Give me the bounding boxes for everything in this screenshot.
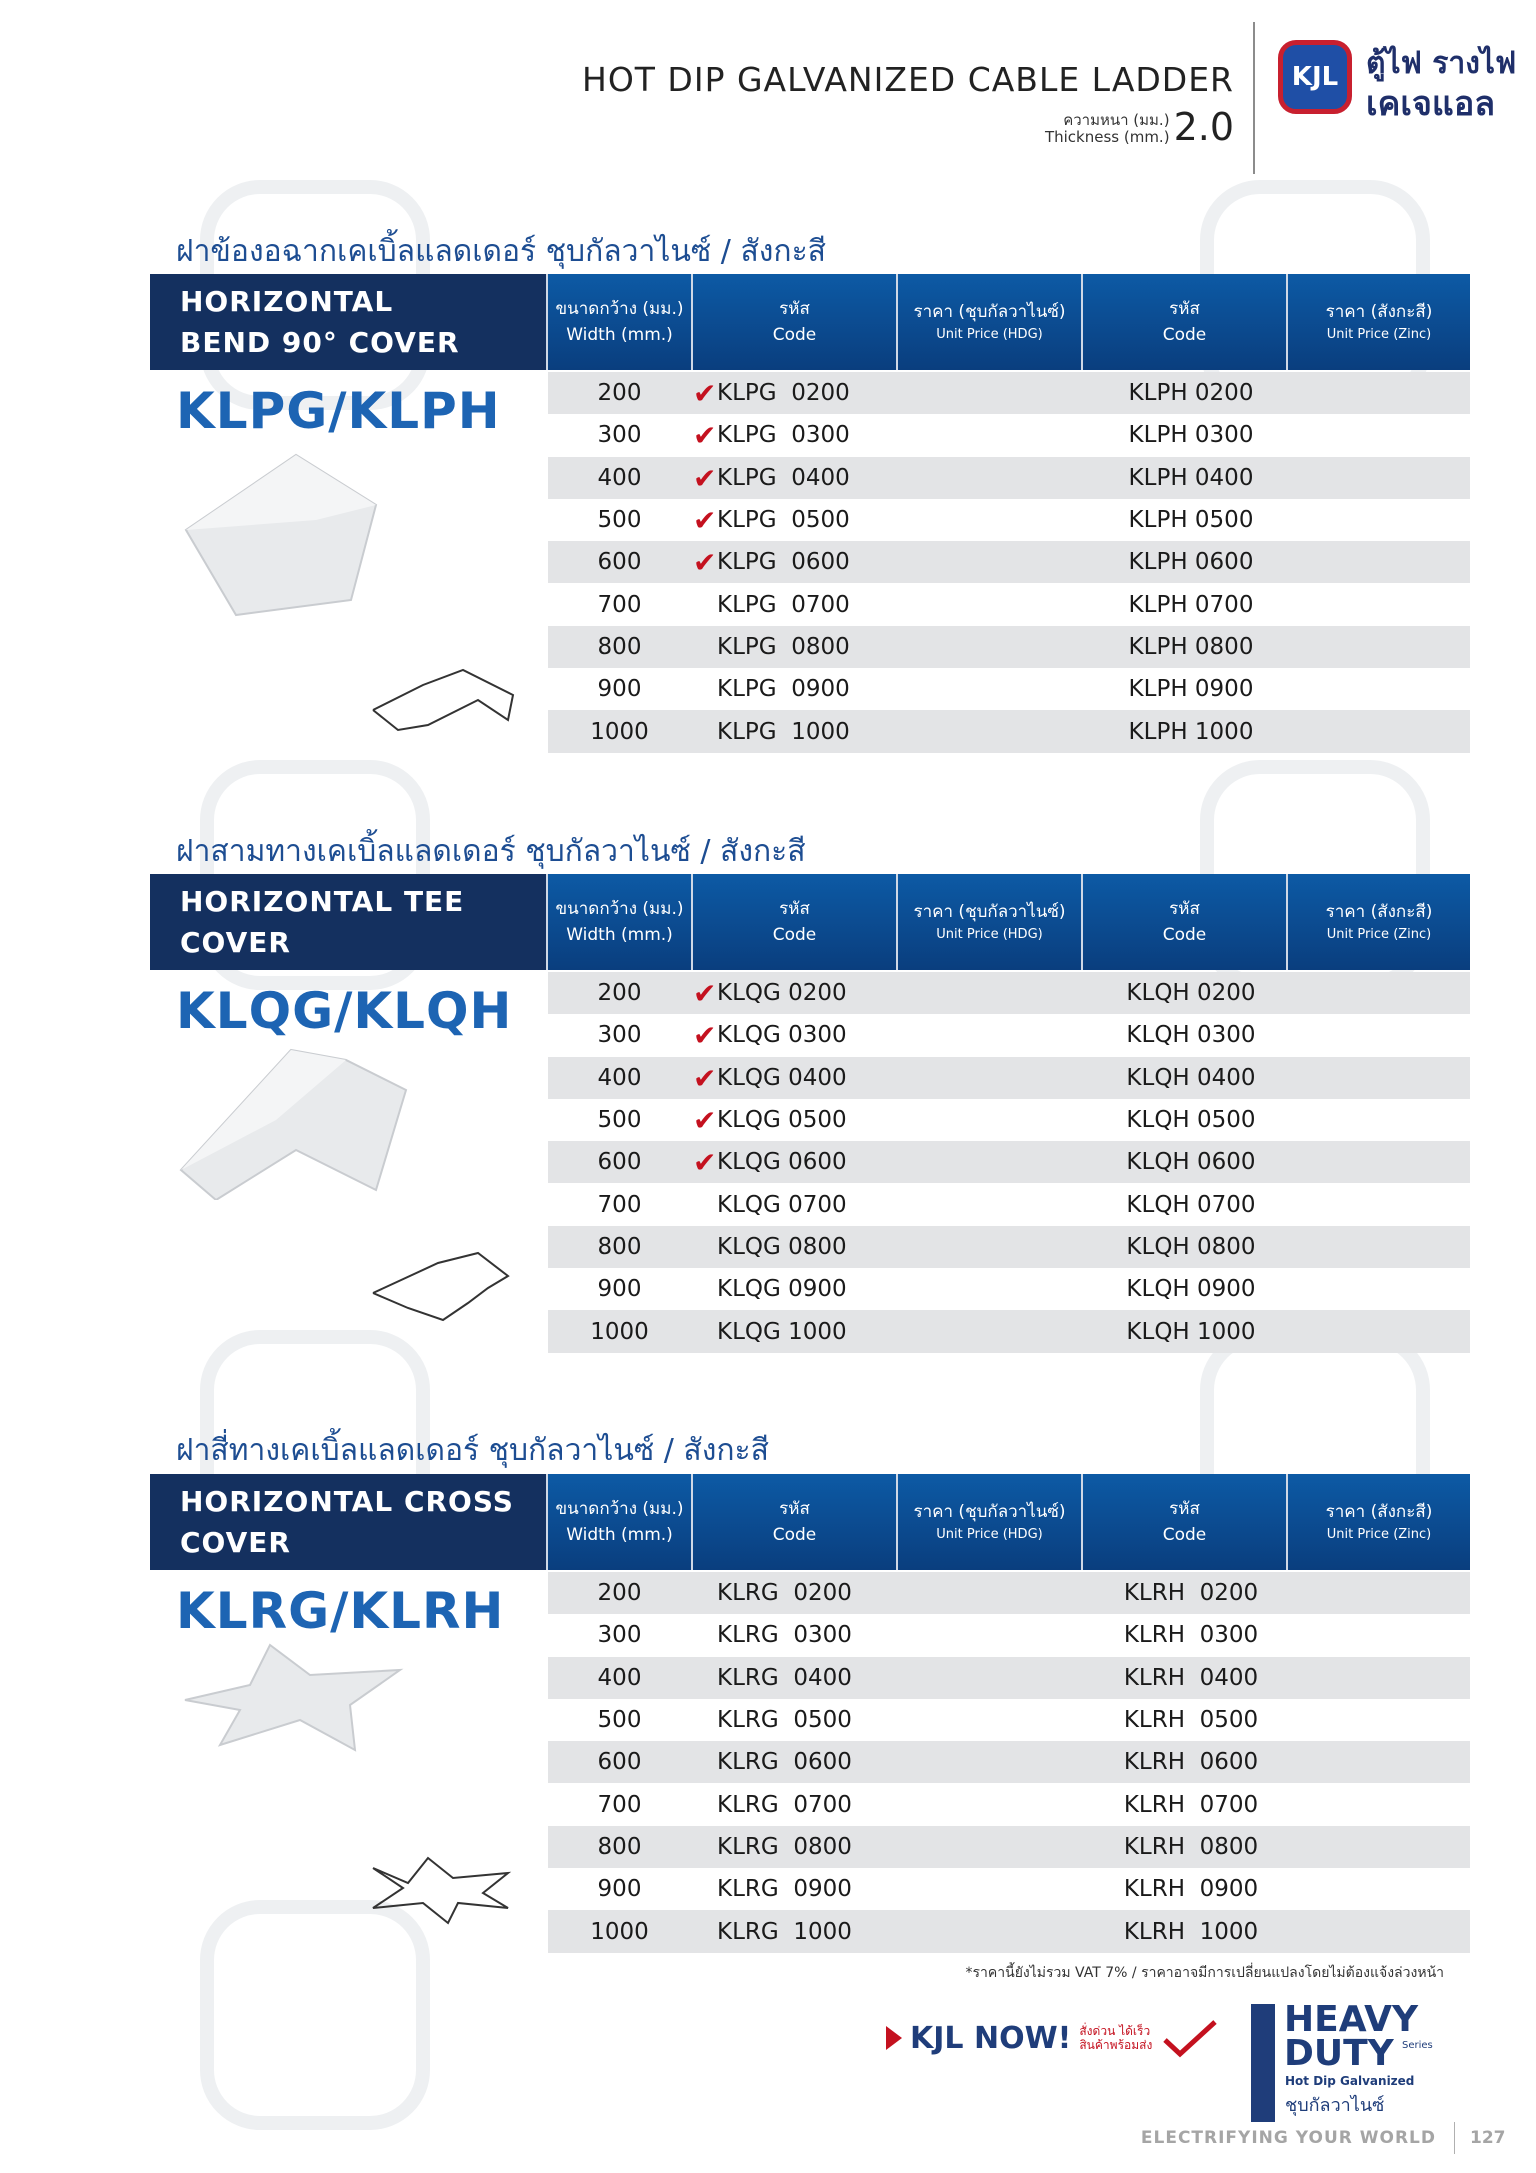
col-width-th: ขนาดกว้าง (มม.) (555, 299, 684, 319)
width-cell: 200 (597, 1580, 642, 1607)
heavy-duty-series: Series (1402, 2040, 1433, 2051)
kjl-now-text: KJL NOW! (910, 2020, 1072, 2056)
logo-badge-text: KJL (1291, 62, 1339, 92)
col-width (548, 274, 693, 370)
table-row (548, 1226, 1470, 1268)
code-hdg-text: KLRG 0500 (717, 1707, 852, 1734)
code-hdg-text: KLQG 0500 (717, 1107, 847, 1134)
heavy-duty-line1: HEAVY (1284, 1999, 1419, 2040)
code-hdg-cell (691, 1707, 896, 1733)
width-cell: 900 (597, 676, 642, 703)
code-hdg-cell (691, 461, 896, 495)
checkmark-icon: ✔ (693, 419, 717, 453)
code-hdg-text: KLQG 0900 (717, 1276, 847, 1303)
tee-cover-drawing (368, 1248, 528, 1328)
col-price-zinc-en: Unit Price (Zinc) (1326, 927, 1432, 942)
col-price-zinc (1288, 1474, 1470, 1570)
width-cell: 500 (597, 507, 642, 534)
code-zinc-cell: KLQH 0700 (1126, 1191, 1256, 1218)
width-cell: 200 (597, 980, 642, 1007)
col-price-hdg-th: ราคา (ชุบกัลวาไนซ์) (913, 1502, 1066, 1522)
logo-text-line1: ตู้ไฟ รางไฟ (1366, 46, 1517, 81)
table-row (548, 414, 1470, 456)
table-row (548, 1741, 1470, 1783)
checkmark-icon: ✔ (693, 1019, 717, 1053)
code-zinc-cell: KLQH 0400 (1126, 1064, 1256, 1091)
code-zinc-cell: KLRH 0500 (1123, 1707, 1259, 1734)
code-zinc-cell: KLQH 0900 (1126, 1276, 1256, 1303)
code-hdg-cell (691, 1019, 896, 1053)
code-hdg-cell (691, 1319, 896, 1345)
code-hdg-text: KLPG 0800 (717, 633, 850, 660)
code-hdg-cell (691, 1792, 896, 1818)
checkmark-icon: ✔ (693, 377, 717, 411)
code-hdg-text: KLPG 0900 (717, 676, 850, 703)
section-title: ฝาสี่ทางเคเบิ้ลแลดเดอร์ ชุบกัลวาไนซ์ / สังกะสี (176, 1433, 769, 1468)
width-cell: 1000 (590, 1918, 649, 1945)
table-header (150, 1474, 1470, 1570)
code-hdg-cell (691, 634, 896, 660)
section-title: ฝาข้องอฉากเคเบิ้ลแลดเดอร์ ชุบกัลวาไนซ์ / สังกะสี (176, 234, 826, 269)
thickness-indicator (1044, 105, 1234, 149)
col-price-hdg (898, 1474, 1083, 1570)
width-cell: 300 (597, 1022, 642, 1049)
table-row (548, 1826, 1470, 1868)
code-hdg-cell (691, 977, 896, 1011)
checkmark-icon: ✔ (693, 1061, 717, 1095)
width-cell: 600 (597, 1749, 642, 1776)
col-code-en: Code (1162, 1525, 1207, 1545)
code-zinc-cell: KLPH 0800 (1128, 633, 1254, 660)
tee-cover-photo (176, 1040, 416, 1200)
model-code: KLQG/KLQH (176, 982, 513, 1040)
table-row (548, 1141, 1470, 1183)
kjl-logo-icon (1278, 40, 1352, 114)
product-name-line1: HORIZONTAL TEE (180, 885, 465, 918)
col-code-hdg (693, 1474, 898, 1570)
code-zinc-cell: KLRH 0800 (1123, 1833, 1259, 1860)
checkmark-icon: ✔ (693, 1104, 717, 1138)
code-hdg-cell (691, 1622, 896, 1648)
col-code-hdg (693, 874, 898, 970)
code-hdg-text: KLQG 0200 (717, 980, 847, 1007)
table-row (548, 372, 1470, 414)
code-hdg-text: KLRG 0400 (717, 1664, 852, 1691)
col-price-hdg-en: Unit Price (HDG) (936, 327, 1043, 342)
cross-cover-drawing (368, 1848, 528, 1928)
col-width (548, 874, 693, 970)
table-row (548, 583, 1470, 625)
code-hdg-cell (691, 1104, 896, 1138)
code-hdg-cell (691, 1580, 896, 1606)
checkmark-icon (1160, 2018, 1220, 2058)
code-zinc-cell: KLQH 0600 (1126, 1149, 1256, 1176)
thickness-value: 2.0 (1173, 105, 1234, 149)
code-hdg-text: KLQG 0400 (717, 1064, 847, 1091)
width-cell: 900 (597, 1276, 642, 1303)
bend-cover-drawing (368, 660, 528, 740)
col-code-zinc (1083, 874, 1288, 970)
width-cell: 200 (597, 380, 642, 407)
table-row (548, 1014, 1470, 1056)
table-row (548, 1910, 1470, 1952)
header-divider (1253, 22, 1255, 174)
table-row (548, 1183, 1470, 1225)
col-code-th: รหัส (779, 899, 810, 919)
col-price-hdg (898, 274, 1083, 370)
code-hdg-cell (691, 592, 896, 618)
model-code: KLPG/KLPH (176, 382, 501, 440)
col-code-en: Code (1162, 925, 1207, 945)
col-price-zinc (1288, 274, 1470, 370)
code-hdg-text: KLRG 0300 (717, 1622, 852, 1649)
code-hdg-text: KLQG 0300 (717, 1022, 847, 1049)
code-zinc-cell: KLRH 0400 (1123, 1664, 1259, 1691)
code-zinc-cell: KLPH 0700 (1128, 591, 1254, 618)
col-price-zinc (1288, 874, 1470, 970)
col-price-hdg-th: ราคา (ชุบกัลวาไนซ์) (913, 902, 1066, 922)
code-hdg-text: KLRG 0200 (717, 1580, 852, 1607)
kjl-now-tag1: สั่งด่วน ได้เร็ว (1079, 2024, 1151, 2038)
code-hdg-text: KLPG 0400 (717, 464, 850, 491)
col-code-th: รหัส (1169, 1499, 1200, 1519)
col-code-en: Code (772, 925, 817, 945)
col-width-th: ขนาดกว้าง (มม.) (555, 899, 684, 919)
thickness-label-th: ความหนา (มม.) (1063, 111, 1170, 129)
col-width-en: Width (mm.) (566, 1525, 673, 1545)
col-price-zinc-en: Unit Price (Zinc) (1326, 327, 1432, 342)
table-row (548, 1868, 1470, 1910)
kjl-now-tagline (1079, 2024, 1152, 2052)
thickness-label-en: Thickness (mm.) (1044, 128, 1170, 146)
code-hdg-cell (691, 504, 896, 538)
col-width (548, 1474, 693, 1570)
code-hdg-cell (691, 676, 896, 702)
table-row (548, 541, 1470, 583)
width-cell: 700 (597, 1191, 642, 1218)
table-row (548, 1657, 1470, 1699)
code-hdg-cell (691, 419, 896, 453)
width-cell: 300 (597, 422, 642, 449)
col-code-en: Code (1162, 325, 1207, 345)
kjl-now-badge (886, 2018, 1220, 2058)
heavy-duty-line4: ชุบกัลวาไนซ์ (1285, 2095, 1385, 2116)
code-hdg-cell (691, 1192, 896, 1218)
code-zinc-cell: KLRH 0900 (1123, 1876, 1259, 1903)
code-hdg-text: KLRG 0900 (717, 1876, 852, 1903)
code-zinc-cell: KLRH 0700 (1123, 1791, 1259, 1818)
kjl-now-tag2: สินค้าพร้อมส่ง (1079, 2038, 1153, 2052)
code-hdg-text: KLQG 0800 (717, 1233, 847, 1260)
col-code-zinc (1083, 1474, 1288, 1570)
table-row (548, 1614, 1470, 1656)
table-header (150, 874, 1470, 970)
code-hdg-text: KLRG 1000 (717, 1918, 852, 1945)
width-cell: 600 (597, 1149, 642, 1176)
table-row (548, 626, 1470, 668)
code-hdg-cell (691, 1919, 896, 1945)
code-hdg-cell (691, 377, 896, 411)
code-hdg-text: KLPG 1000 (717, 718, 850, 745)
col-price-hdg-en: Unit Price (HDG) (936, 1527, 1043, 1542)
code-hdg-cell (691, 1146, 896, 1180)
width-cell: 400 (597, 464, 642, 491)
footer-divider (1454, 2122, 1455, 2154)
code-zinc-cell: KLQH 0200 (1126, 980, 1256, 1007)
table-row (548, 1268, 1470, 1310)
product-name-line1: HORIZONTAL (180, 285, 394, 318)
code-hdg-cell (691, 1234, 896, 1260)
heavy-duty-bar (1251, 2004, 1275, 2122)
col-price-hdg-en: Unit Price (HDG) (936, 927, 1043, 942)
table-body (548, 1572, 1470, 1953)
page-title: HOT DIP GALVANIZED CABLE LADDER (582, 60, 1234, 99)
product-name-line1: HORIZONTAL CROSS (180, 1485, 514, 1518)
product-name-line2: COVER (180, 926, 291, 959)
table-header (150, 274, 1470, 370)
code-hdg-text: KLRG 0700 (717, 1791, 852, 1818)
code-zinc-cell: KLQH 0800 (1126, 1233, 1256, 1260)
watermark-logo (200, 1900, 430, 2130)
table-row (548, 1310, 1470, 1352)
code-hdg-cell (691, 1876, 896, 1902)
code-zinc-cell: KLPH 0600 (1128, 549, 1254, 576)
table-body (548, 972, 1470, 1353)
product-name (150, 1474, 548, 1570)
table-body (548, 372, 1470, 753)
width-cell: 700 (597, 591, 642, 618)
code-hdg-text: KLRG 0600 (717, 1749, 852, 1776)
table-row (548, 1099, 1470, 1141)
code-hdg-cell (691, 719, 896, 745)
table-row (548, 457, 1470, 499)
col-width-en: Width (mm.) (566, 925, 673, 945)
width-cell: 300 (597, 1622, 642, 1649)
code-hdg-cell (691, 1665, 896, 1691)
cross-cover-photo (180, 1640, 410, 1760)
width-cell: 800 (597, 633, 642, 660)
code-zinc-cell: KLQH 0500 (1126, 1107, 1256, 1134)
code-zinc-cell: KLRH 1000 (1123, 1918, 1259, 1945)
checkmark-icon: ✔ (693, 461, 717, 495)
col-code-en: Code (772, 325, 817, 345)
product-name-line2: BEND 90° COVER (180, 326, 460, 359)
table-row (548, 1783, 1470, 1825)
code-hdg-text: KLRG 0800 (717, 1833, 852, 1860)
width-cell: 500 (597, 1707, 642, 1734)
width-cell: 400 (597, 1064, 642, 1091)
width-cell: 1000 (590, 718, 649, 745)
price-footnote: *ราคานี้ยังไม่รวม VAT 7% / ราคาอาจมีการเปลี่ยนแปลงโดยไม่ต้องแจ้งล่วงหน้า (965, 1965, 1444, 1981)
code-hdg-cell (691, 1834, 896, 1860)
code-hdg-text: KLPG 0200 (717, 380, 850, 407)
col-code-hdg (693, 274, 898, 370)
col-code-en: Code (772, 1525, 817, 1545)
width-cell: 700 (597, 1791, 642, 1818)
code-zinc-cell: KLRH 0200 (1123, 1580, 1259, 1607)
table-row (548, 1699, 1470, 1741)
code-hdg-text: KLQG 0600 (717, 1149, 847, 1176)
code-zinc-cell: KLRH 0300 (1123, 1622, 1259, 1649)
bend-cover-photo (176, 450, 386, 620)
code-zinc-cell: KLPH 0500 (1128, 507, 1254, 534)
product-name-line2: COVER (180, 1526, 291, 1559)
code-hdg-cell (691, 1276, 896, 1302)
code-hdg-text: KLQG 1000 (717, 1318, 847, 1345)
width-cell: 800 (597, 1233, 642, 1260)
table-row (548, 668, 1470, 710)
checkmark-icon: ✔ (693, 546, 717, 580)
table-row (548, 1572, 1470, 1614)
col-code-th: รหัส (779, 299, 810, 319)
code-hdg-cell (691, 1749, 896, 1775)
code-hdg-text: KLQG 0700 (717, 1191, 847, 1218)
col-code-th: รหัส (1169, 299, 1200, 319)
footer-tagline: ELECTRIFYING YOUR WORLD (1140, 2128, 1436, 2148)
product-name (150, 274, 548, 370)
code-zinc-cell: KLPH 0200 (1128, 380, 1254, 407)
col-price-hdg-th: ราคา (ชุบกัลวาไนซ์) (913, 302, 1066, 322)
code-hdg-text: KLPG 0600 (717, 549, 850, 576)
col-code-th: รหัส (779, 1499, 810, 1519)
model-code: KLRG/KLRH (176, 1582, 505, 1640)
code-zinc-cell: KLPH 0300 (1128, 422, 1254, 449)
col-price-zinc-th: ราคา (สังกะสี) (1325, 1502, 1433, 1522)
table-row (548, 1057, 1470, 1099)
code-hdg-text: KLPG 0300 (717, 422, 850, 449)
arrow-icon (886, 2026, 902, 2050)
col-price-zinc-th: ราคา (สังกะสี) (1325, 302, 1433, 322)
width-cell: 400 (597, 1664, 642, 1691)
code-zinc-cell: KLPH 0400 (1128, 464, 1254, 491)
code-zinc-cell: KLQH 0300 (1126, 1022, 1256, 1049)
section-title: ฝาสามทางเคเบิ้ลแลดเดอร์ ชุบกัลวาไนซ์ / สังกะสี (176, 834, 806, 869)
product-name (150, 874, 548, 970)
code-hdg-cell (691, 546, 896, 580)
checkmark-icon: ✔ (693, 1146, 717, 1180)
col-code-th: รหัส (1169, 899, 1200, 919)
code-hdg-cell (691, 1061, 896, 1095)
col-width-th: ขนาดกว้าง (มม.) (555, 1499, 684, 1519)
col-price-zinc-en: Unit Price (Zinc) (1326, 1527, 1432, 1542)
page-number: 127 (1470, 2128, 1506, 2148)
col-code-zinc (1083, 274, 1288, 370)
code-zinc-cell: KLQH 1000 (1126, 1318, 1256, 1345)
code-zinc-cell: KLPH 1000 (1128, 718, 1254, 745)
width-cell: 1000 (590, 1318, 649, 1345)
col-price-zinc-th: ราคา (สังกะสี) (1325, 902, 1433, 922)
code-hdg-text: KLPG 0700 (717, 591, 850, 618)
table-row (548, 972, 1470, 1014)
code-zinc-cell: KLRH 0600 (1123, 1749, 1259, 1776)
logo-text-line2: เคเจแอล (1366, 84, 1496, 124)
width-cell: 600 (597, 549, 642, 576)
heavy-duty-line3: Hot Dip Galvanized (1285, 2074, 1415, 2088)
table-row (548, 499, 1470, 541)
code-hdg-text: KLPG 0500 (717, 507, 850, 534)
heavy-duty-line2: DUTY (1284, 2033, 1394, 2074)
col-price-hdg (898, 874, 1083, 970)
width-cell: 800 (597, 1833, 642, 1860)
col-width-en: Width (mm.) (566, 325, 673, 345)
checkmark-icon: ✔ (693, 504, 717, 538)
checkmark-icon: ✔ (693, 977, 717, 1011)
code-zinc-cell: KLPH 0900 (1128, 676, 1254, 703)
table-row (548, 710, 1470, 752)
width-cell: 500 (597, 1107, 642, 1134)
width-cell: 900 (597, 1876, 642, 1903)
